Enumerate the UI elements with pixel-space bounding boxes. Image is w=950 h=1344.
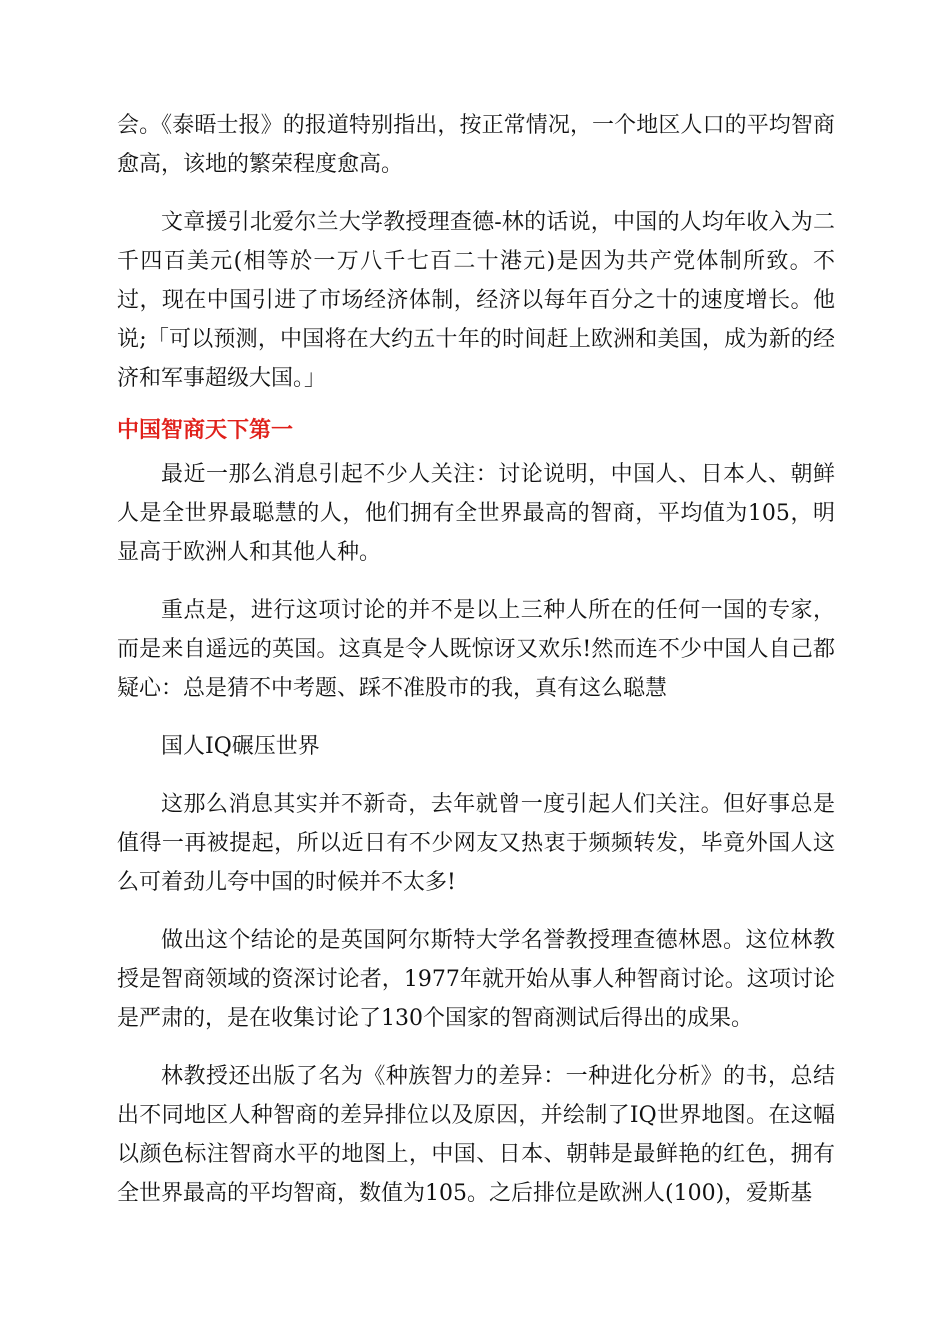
paragraph: 会。《泰晤士报》的报道特别指出，按正常情况，一个地区人口的平均智商愈高，该地的繁荣程度愈高。 [117,113,835,177]
paragraph: 最近一那么消息引起不少人关注：讨论说明，中国人、日本人、朝鲜人是全世界最聪慧的人，他们拥有全世界最高的智商，平均值为105，明显高于欧洲人和其他人种。 [117,462,835,565]
paragraph: 重点是，进行这项讨论的并不是以上三种人所在的任何一国的专家，而是来自遥远的英国。这真是令人既惊讶又欢乐!然而连不少中国人自己都疑心：总是猜不中考题、踩不准股市的我，真有这么聪慧 [117,598,835,701]
document-body [117,106,835,1232]
section-heading: 中国智商天下第一 [117,418,294,443]
subheading-line: 国人IQ碾压世界 [161,734,320,759]
paragraph: 林教授还出版了名为《种族智力的差异：一种进化分析》的书，总结出不同地区人种智商的差异排位以及原因，并绘制了IQ世界地图。在这幅以颜色标注智商水平的地图上，中国、日本、朝韩是最鲜艳的红色，拥有全世界最高的平均智商，数值为105。之后排位是欧洲人(100)，爱斯基 [117,1064,835,1206]
paragraph: 这那么消息其实并不新奇，去年就曾一度引起人们关注。但好事总是值得一再被提起，所以近日有不少网友又热衷于频频转发，毕竟外国人这么可着劲儿夸中国的时候并不太多! [117,792,835,895]
paragraph: 做出这个结论的是英国阿尔斯特大学名誉教授理查德林恩。这位林教授是智商领域的资深讨论者，1977年就开始从事人种智商讨论。这项讨论是严肃的，是在收集讨论了130个国家的智商测试后得出的成果。 [117,928,835,1031]
paragraph: 文章援引北爱尔兰大学教授理查德-林的话说，中国的人均年收入为二千四百美元(相等於一万八千七百二十港元)是因为共产党体制所致。不过，现在中国引进了市场经济体制，经济以每年百分之十的速度增长。他说;「可以预测，中国将在大约五十年的时间赶上欧洲和美国，成为新的经济和军事超级大国。」 [117,210,835,391]
